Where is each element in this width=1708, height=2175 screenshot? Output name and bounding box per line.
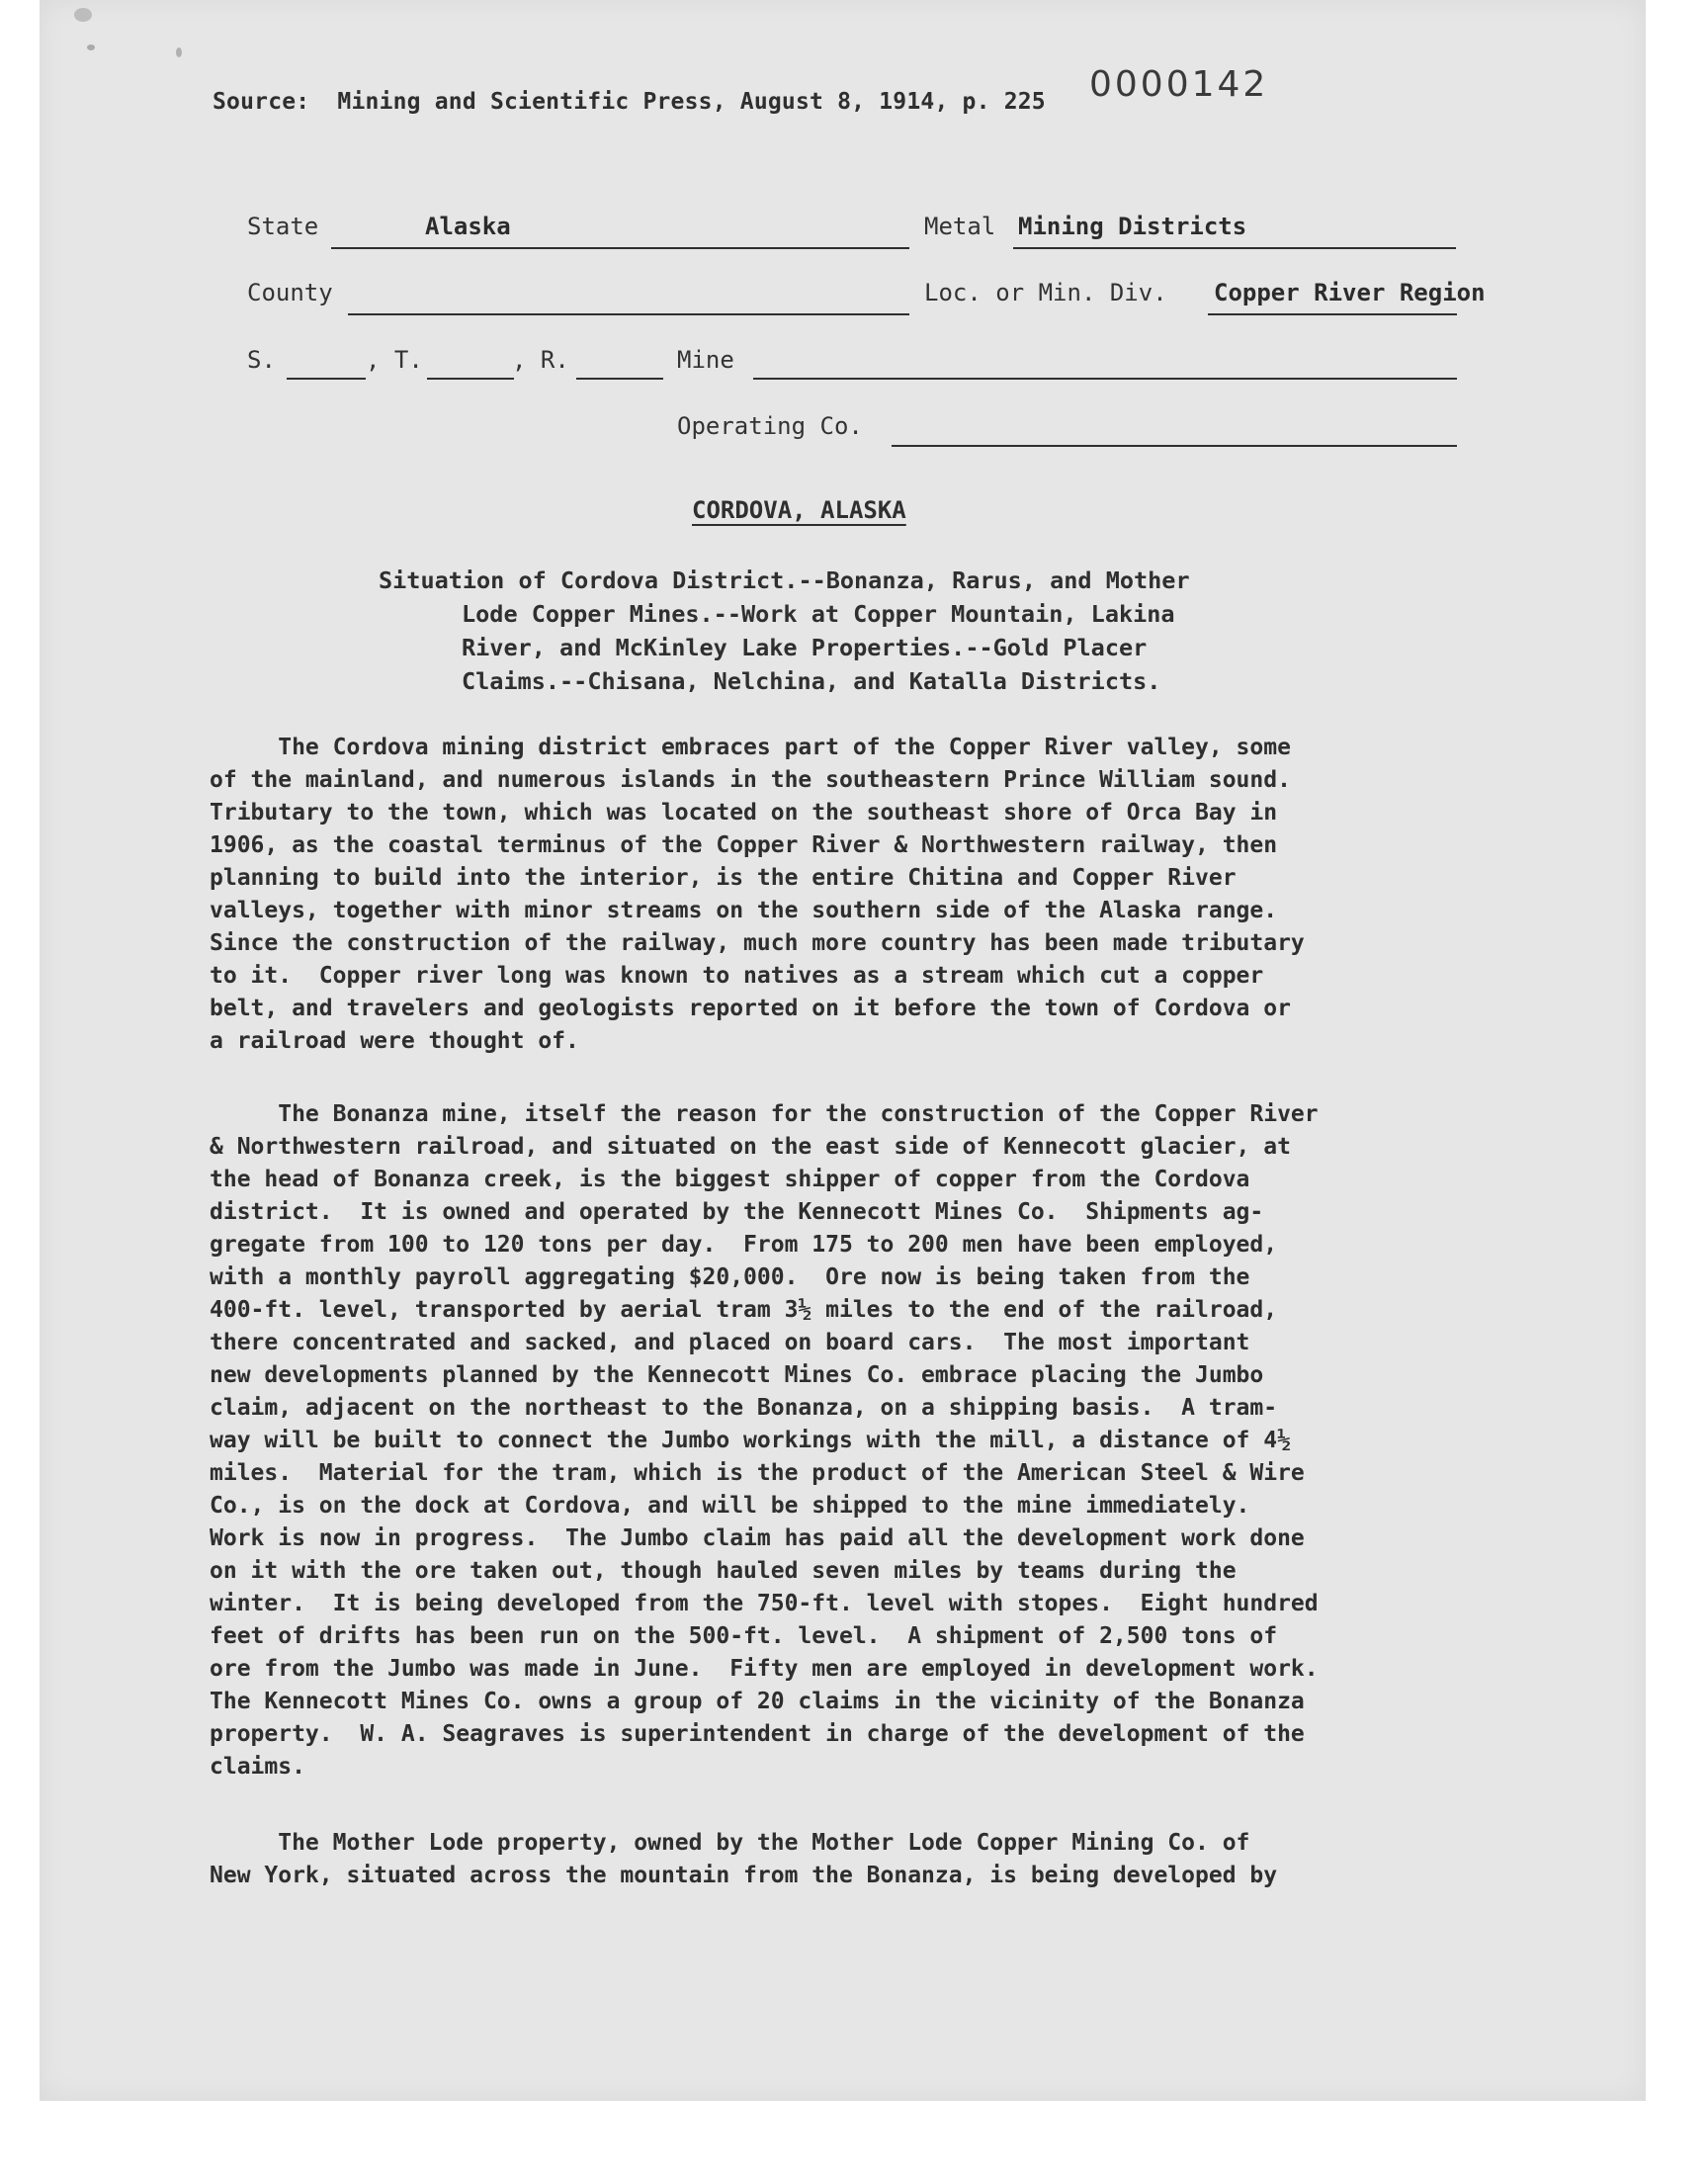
paragraph-2-line: 400-ft. level, transported by aerial tram 3½ miles to the end of the railroad, bbox=[210, 1297, 1278, 1323]
township-label: , T. bbox=[366, 346, 423, 374]
paragraph-1-line: Since the construction of the railway, much more country has been made tributary bbox=[210, 930, 1305, 956]
operating-co-line bbox=[892, 445, 1457, 447]
paragraph-2-line: with a monthly payroll aggregating $20,000. Ore now is being taken from the bbox=[210, 1264, 1250, 1290]
subtitle-line: Situation of Cordova District.--Bonanza, Rarus, and Mother bbox=[379, 566, 1190, 594]
paragraph-2-line: new developments planned by the Kennecott Mines Co. embrace placing the Jumbo bbox=[210, 1362, 1264, 1388]
paragraph-1-line: planning to build into the interior, is the entire Chitina and Copper River bbox=[210, 865, 1237, 891]
paragraph-2-line: Work is now in progress. The Jumbo claim has paid all the development work done bbox=[210, 1525, 1305, 1551]
section-label: S. bbox=[247, 346, 276, 374]
subtitle-line: Claims.--Chisana, Nelchina, and Katalla Districts. bbox=[462, 667, 1161, 695]
section-line bbox=[287, 378, 366, 380]
state-line bbox=[331, 247, 909, 249]
paragraph-2-line: district. It is owned and operated by the Kennecott Mines Co. Shipments ag- bbox=[210, 1199, 1264, 1225]
metal-value: Mining Districts bbox=[1018, 213, 1247, 240]
state-label: State bbox=[247, 213, 319, 240]
operating-co-label: Operating Co. bbox=[677, 412, 863, 440]
paragraph-1-line: of the mainland, and numerous islands in the southeastern Prince William sound. bbox=[210, 767, 1291, 793]
paragraph-1-line: belt, and travelers and geologists reported on it before the town of Cordova or bbox=[210, 996, 1291, 1021]
state-value: Alaska bbox=[425, 213, 511, 240]
paragraph-1-line: to it. Copper river long was known to natives as a stream which cut a copper bbox=[210, 963, 1264, 989]
scan-mark bbox=[176, 47, 182, 57]
paragraph-1-line: valleys, together with minor streams on the southern side of the Alaska range. bbox=[210, 898, 1278, 923]
paragraph-3-line: The Mother Lode property, owned by the Mother Lode Copper Mining Co. of bbox=[210, 1830, 1250, 1856]
paragraph-2-line: gregate from 100 to 120 tons per day. From 175 to 200 men have been employed, bbox=[210, 1232, 1278, 1258]
paragraph-2-line: the head of Bonanza creek, is the biggest shipper of copper from the Cordova bbox=[210, 1167, 1250, 1192]
paragraph-2-line: The Kennecott Mines Co. owns a group of 20 claims in the vicinity of the Bonanza bbox=[210, 1689, 1305, 1714]
loc-line bbox=[1208, 313, 1457, 315]
metal-line bbox=[1013, 247, 1456, 249]
source-line: Source: Mining and Scientific Press, August 8, 1914, p. 225 bbox=[213, 89, 1046, 115]
accession-number: 0000142 bbox=[1089, 64, 1269, 105]
paragraph-2-line: property. W. A. Seagraves is superintendent in charge of the development of the bbox=[210, 1721, 1305, 1747]
paragraph-2-line: ore from the Jumbo was made in June. Fifty men are employed in development work. bbox=[210, 1656, 1319, 1682]
subtitle-line: Lode Copper Mines.--Work at Copper Mountain, Lakina bbox=[462, 600, 1175, 628]
paragraph-2-line: on it with the ore taken out, though hauled seven miles by teams during the bbox=[210, 1558, 1237, 1584]
loc-value: Copper River Region bbox=[1214, 279, 1486, 306]
paragraph-2-line: Co., is on the dock at Cordova, and will be shipped to the mine immediately. bbox=[210, 1493, 1250, 1519]
paragraph-1-line: Tributary to the town, which was located on the southeast shore of Orca Bay in bbox=[210, 800, 1278, 826]
county-label: County bbox=[247, 279, 333, 306]
loc-label: Loc. or Min. Div. bbox=[924, 279, 1167, 306]
paragraph-2-line: feet of drifts has been run on the 500-ft. level. A shipment of 2,500 tons of bbox=[210, 1623, 1278, 1649]
article-title: CORDOVA, ALASKA bbox=[692, 496, 906, 524]
paragraph-2-line: there concentrated and sacked, and placed on board cars. The most important bbox=[210, 1330, 1250, 1355]
metal-label: Metal bbox=[924, 213, 996, 240]
paragraph-2-line: & Northwestern railroad, and situated on the east side of Kennecott glacier, at bbox=[210, 1134, 1291, 1160]
subtitle-line: River, and McKinley Lake Properties.--Gold Placer bbox=[462, 634, 1148, 661]
paragraph-2-line: claim, adjacent on the northeast to the Bonanza, on a shipping basis. A tram- bbox=[210, 1395, 1278, 1421]
paragraph-2-line: way will be built to connect the Jumbo workings with the mill, a distance of 4½ bbox=[210, 1428, 1291, 1453]
range-label: , R. bbox=[512, 346, 569, 374]
range-line bbox=[576, 378, 663, 380]
county-line bbox=[348, 313, 909, 315]
paragraph-1-line: 1906, as the coastal terminus of the Copper River & Northwestern railway, then bbox=[210, 832, 1278, 858]
paragraph-2-line: winter. It is being developed from the 750-ft. level with stopes. Eight hundred bbox=[210, 1591, 1319, 1616]
paragraph-2-line: miles. Material for the tram, which is the product of the American Steel & Wire bbox=[210, 1460, 1305, 1486]
mine-line bbox=[753, 378, 1457, 380]
scan-mark bbox=[87, 44, 95, 50]
paragraph-2-line: claims. bbox=[210, 1754, 305, 1780]
mine-label: Mine bbox=[677, 346, 734, 374]
scan-mark bbox=[74, 8, 92, 22]
paragraph-1-line: a railroad were thought of. bbox=[210, 1028, 579, 1054]
paragraph-2-line: The Bonanza mine, itself the reason for the construction of the Copper River bbox=[210, 1101, 1319, 1127]
paragraph-3-line: New York, situated across the mountain from the Bonanza, is being developed by bbox=[210, 1863, 1278, 1888]
paragraph-1-line: The Cordova mining district embraces part of the Copper River valley, some bbox=[210, 735, 1291, 760]
township-line bbox=[427, 378, 514, 380]
